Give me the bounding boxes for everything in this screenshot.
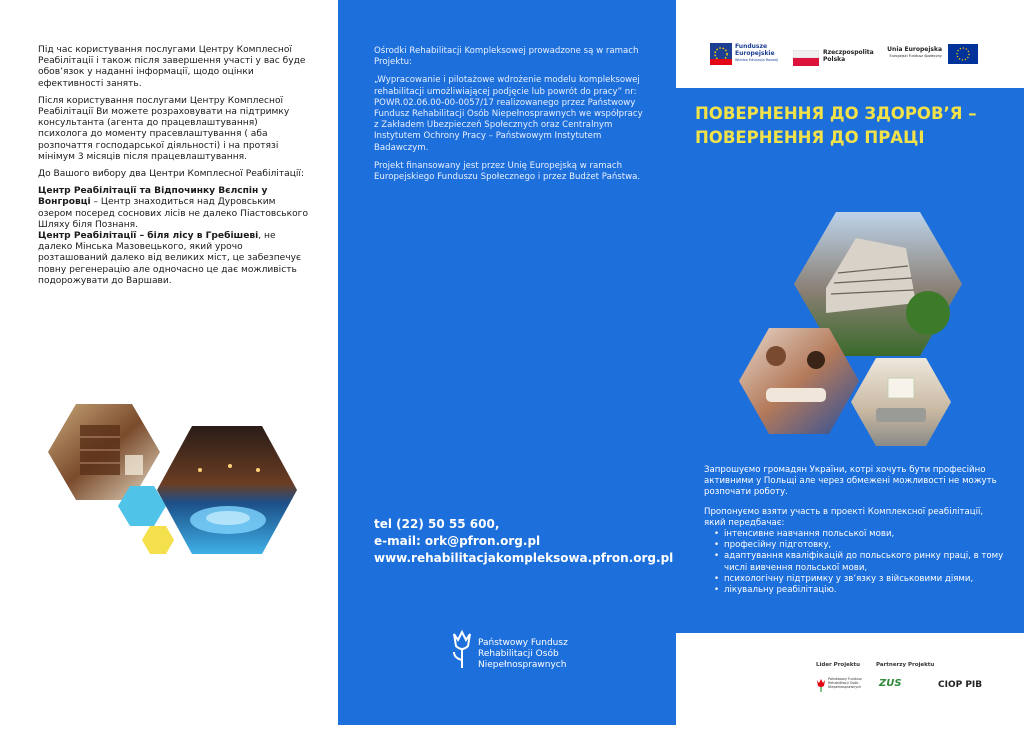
list-item: • інтенсивне навчання польської мови, — [716, 529, 1004, 540]
partners-bar — [676, 640, 1024, 730]
pool-photo-hexagon — [157, 426, 297, 554]
contact-block — [374, 516, 674, 567]
pfron-logo-text — [478, 638, 568, 671]
left-panel — [0, 0, 338, 730]
logo1-line-2: Europejskie — [735, 50, 775, 57]
middle-panel — [338, 0, 676, 725]
ciop-pib-logo: CIOP PIB — [938, 680, 983, 690]
zus-logo: ZUS — [879, 678, 902, 689]
logo3-line-1: Unia Europejska — [887, 46, 942, 53]
logo1-line-3: Wiedza Edukacja Rozwój — [735, 58, 778, 62]
choice-paragraph: До Вашого вибору два Центри Комплесної Реабілітації: — [38, 169, 305, 180]
project-info-block — [374, 46, 644, 190]
offer-list — [704, 529, 1004, 596]
pfron-line-1: Państwowy Fundusz — [478, 638, 568, 648]
right-blue-block — [676, 88, 1024, 633]
project-funding: Projekt finansowany jest przez Unię Europejską w ramach Europejskiego Funduszu Społecznego i przez Budżet Państwa. — [374, 160, 641, 183]
room-photo-hexagon — [851, 358, 951, 446]
project-description: „Wypracowanie i pilotażowe wdrożenie modelu kompleksowej rehabilitacji umożliwiającej podjęcie lub powrót do pracy” nr: POWR.02.06.00-00-0057/17 realizowanego przez Państwowy Fundusz Rehabilitacji Osób Niepełnosprawnych we współpracy z Zakładem Ubezpieczeń Społecznych oraz Centralnym Instytutem Ochrony Pracy – Państwowym Instytutem Badawczym. — [374, 75, 643, 153]
hexagon-photo-cluster — [676, 88, 1024, 448]
fundusze-logo-text — [735, 43, 778, 64]
center-2-title: Центр Реабілітації – біля лісу в Гребішеві — [38, 231, 259, 242]
invitation-paragraph: Запрошуємо громадян України, котрі хочуть бути професійно активними у Польщі але через обмежені можливості не можуть розпочати роботу. — [704, 465, 997, 498]
list-item: • психологічну підтримку у зв’язку з військовими діями, — [716, 574, 1004, 585]
logo2-line-1: Rzeczpospolita — [823, 49, 874, 56]
pfron-logo — [450, 628, 600, 678]
offer-text-block — [704, 465, 1004, 596]
lider-label: Lider Projektu — [816, 662, 861, 668]
lider-logo-text: Państwowy Fundusz Rehabilitacji Osób Niepełnosprawnych — [828, 677, 862, 689]
list-item: • професійну підготовку, — [716, 540, 1004, 551]
decor-yellow-hexagon — [142, 526, 174, 554]
partners-label: Partnerzy Projektu — [876, 662, 935, 668]
polska-logo-text — [823, 49, 874, 63]
center-2-text: , не далеко Мінська Мазовецького, який урочо розташований далеко від великих міст, це забезпечує повну регенерацію але одночасно це дає можливість подорожувати до Варшави. — [38, 231, 302, 286]
ue-logo-text — [886, 46, 942, 60]
fundusze-europejskie-flag-icon — [710, 43, 732, 65]
funding-logos-bar — [676, 0, 1024, 88]
poland-flag-icon — [793, 50, 819, 66]
project-intro: Ośrodki Rehabilitacji Kompleksowej prowadzone są w ramach Projektu: — [374, 46, 639, 68]
pfron-tulip-icon — [450, 630, 474, 670]
logo1-line-1: Fundusze — [735, 43, 768, 50]
title-line-1: ПОВЕРНЕННЯ ДО ЗДОРОВ’Я – — [695, 104, 977, 123]
hexagon-photo-group — [0, 0, 338, 730]
center-1-text: – Центр знаходиться над Дуровським озером посеред соснових лісів не далеко Піастовського Шляху біля Познаня. — [38, 197, 309, 230]
phone-number: tel (22) 50 55 600, — [374, 517, 500, 531]
logo2-line-2: Polska — [823, 56, 846, 63]
title-line-2: ПОВЕРНЕННЯ ДО ПРАЦІ — [695, 128, 925, 147]
center-1-title: Центр Реабілітації та Відпочинку Вєлспін у Вонгровці — [38, 186, 268, 208]
offer-paragraph: Пропонуємо взяти участь в проекті Комплексної реабілітації, який передбачає: — [704, 506, 984, 528]
pfron-line-3: Niepełnosprawnych — [478, 660, 567, 670]
support-paragraph: Після користування послугами Центру Комплесної Реабілітації Ви можете розраховувати на підтримку консультанта (агента до працевлаштування) психолога до моменту прасевлаштування ( аба розпочаття господарської діяльності) і на протязі мінімум 3 місяців після працевлаштування. — [38, 95, 290, 162]
right-panel — [676, 0, 1024, 730]
email-link[interactable]: e-mail: ork@pfron.org.pl — [374, 534, 541, 548]
website-link[interactable]: www.rehabilitacjakompleksowa.pfron.org.pl — [374, 551, 674, 565]
list-item: • адаптування кваліфікацій до польського ринку праці, в тому числі вивчення польської мови, — [716, 551, 1004, 573]
intro-paragraph: Під час користування послугами Центру Комплесної Реабілітації і також після завершення участі у вас буде обов’язок у наданні інформації, щодо оцінки ефективності занять. — [38, 45, 306, 89]
pfron-line-2: Rehabilitacji Osób — [478, 649, 559, 659]
eu-flag-icon — [948, 44, 978, 64]
logo3-line-2: Europejski Fundusz Społeczny — [889, 54, 942, 58]
pfron-small-logo-icon — [816, 678, 826, 692]
list-item: • лікувальну реабілітацію. — [716, 585, 1004, 596]
